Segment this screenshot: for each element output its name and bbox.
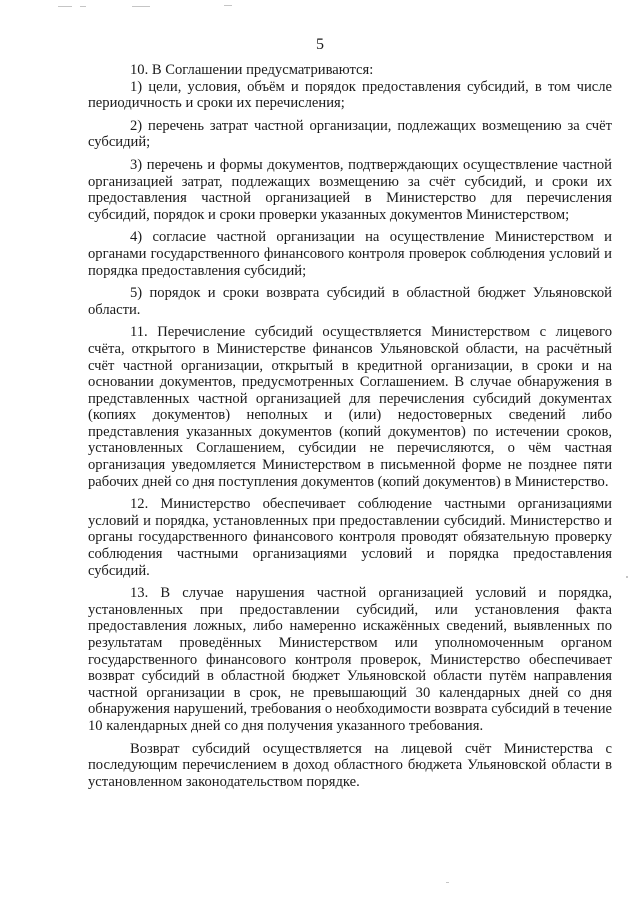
paragraph-12: 12. Министерство обеспечивает соблюдение частными организациями условий и порядка, установленных при предоставлении субсидий. Министерство и органы государственного финансового контроля проводят обязательную проверку соблюдения частными организациями условий и порядка предоставления субсидий. xyxy=(88,496,612,579)
paragraph-10-item-4: 4) согласие частной организации на осуществление Министерством и органами государственного финансового контроля проверок соблюдения условий и порядка предоставления субсидий; xyxy=(88,229,612,279)
scan-artifact xyxy=(224,5,232,6)
document-body xyxy=(88,62,612,790)
paragraph-10-item-3: 3) перечень и формы документов, подтверждающих осуществление частной организацией затрат, подлежащих возмещению за счёт субсидий, и сроки их предоставления частной организацией в Министерство для перечисления субсидий, порядок и сроки проверки указанных документов Министерством; xyxy=(88,156,612,223)
scan-artifact xyxy=(58,6,72,7)
paragraph-10-item-5: 5) порядок и сроки возврата субсидий в областной бюджет Ульяновской области. xyxy=(88,285,612,318)
scan-artifact xyxy=(80,6,86,7)
scan-artifact xyxy=(132,6,150,7)
paragraph-refund: Возврат субсидий осуществляется на лицевой счёт Министерства с последующим перечислением в доход областного бюджета Ульяновской области в установленном законодательством порядке. xyxy=(88,740,612,790)
paragraph-11: 11. Перечисление субсидий осуществляется Министерством с лицевого счёта, открытого в Министерстве финансов Ульяновской области, на расчётный счёт частной организации, открытый в кредитной организации, в сроки и на основании документов, предусмотренных Соглашением. В случае обнаружения в представленных частной организацией для перечисления субсидий документах (копиях документов) неполных и (или) недостоверных сведений либо представления указанных документов (копий документов) по истечении сроков, установленных Соглашением, субсидии не перечисляются, о чём частная организация уведомляется Министерством в письменной форме не позднее пяти рабочих дней со дня поступления документов (копий документов) в Министерство. xyxy=(88,324,612,490)
paragraph-10-item-1: 1) цели, условия, объём и порядок предоставления субсидий, в том числе периодичность и сроки их перечисления; xyxy=(88,78,612,112)
page-number: 5 xyxy=(316,36,324,53)
scan-artifact xyxy=(446,882,449,883)
paragraph-10-intro: 10. В Соглашении предусматриваются: xyxy=(130,62,374,78)
scan-artifact xyxy=(626,576,628,578)
paragraph-13: 13. В случае нарушения частной организацией условий и порядка, установленных при предоставлении субсидий, или установления факта предоставления ложных, либо намеренно искажённых сведений, выявленных по результатам проведённых Министерством или уполномоченным органом государственного финансового контроля проверок, Министерство обеспечивает возврат субсидий в областной бюджет Ульяновской области путём направления частной организации в срок, не превышающий 30 календарных дней со дня обнаружения нарушений, требования о необходимости возврата субсидий в течение 10 календарных дней со дня получения указанного требования. xyxy=(88,585,612,734)
paragraph-10-item-2: 2) перечень затрат частной организации, подлежащих возмещению за счёт субсидий; xyxy=(88,117,612,151)
